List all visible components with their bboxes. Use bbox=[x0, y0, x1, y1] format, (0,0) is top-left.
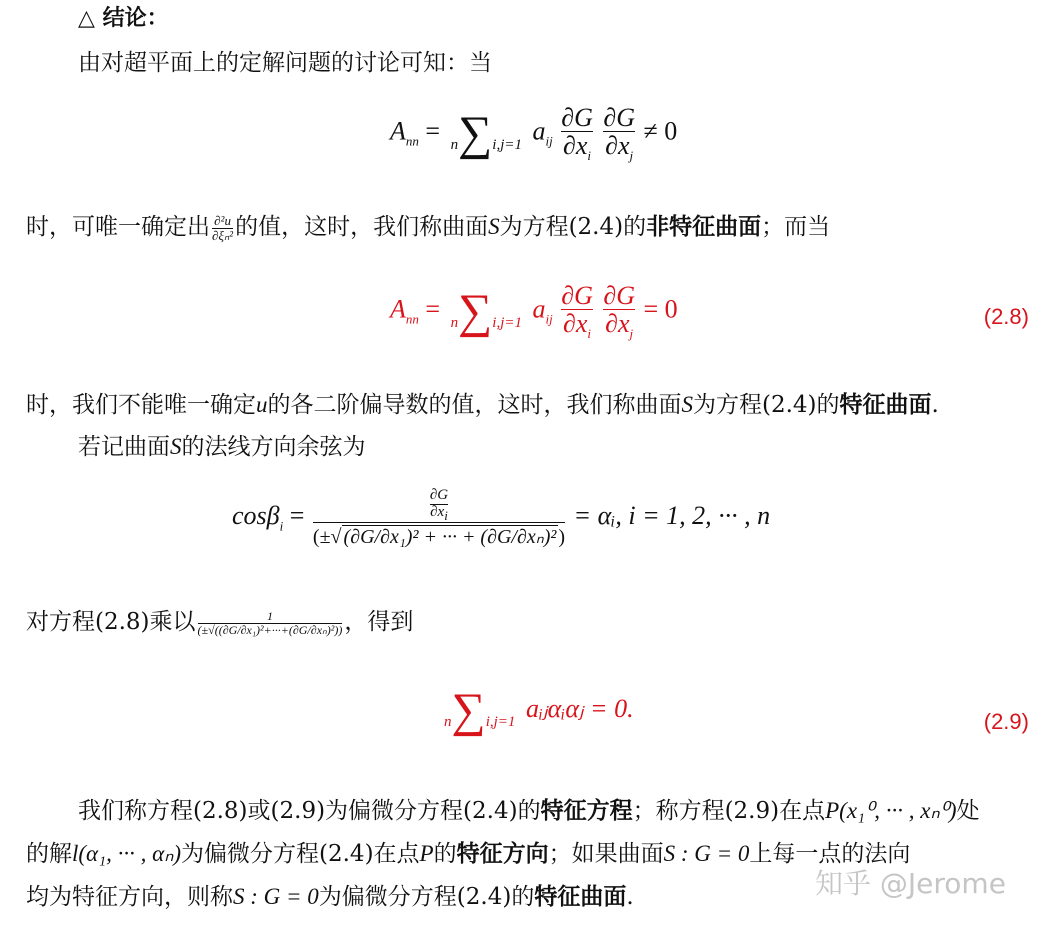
paragraph-6-line-2: 的解l(α₁, ··· , αₙ)为偏微分方程(2.4)在点P的特征方向；如果曲面S : G = 0上每一点的法向 bbox=[26, 841, 911, 867]
conclusion-heading: △ 结论： bbox=[78, 6, 169, 31]
equation-number-2-8: (2.8) bbox=[983, 304, 1029, 329]
intro-text: 由对超平面上的定解问题的讨论可知：当 bbox=[78, 50, 492, 76]
equation-1: $A_{nn} = n\sum i,j=1$ $a_{ij}$ $\frac{\partial G}{\partial x_i}$ $\frac{\partial G}{\partial x_j}$ ≠ 0 bbox=[390, 103, 678, 164]
paragraph-6-line-1: 我们称方程(2.8)或(2.9)为偏微分方程(2.4)的特征方程；称方程(2.9)在点P(x₁⁰, ··· , xₙ⁰)处 bbox=[78, 798, 980, 824]
paragraph-4: 若记曲面S的法线方向余弦为 bbox=[78, 434, 366, 460]
equation-cos-beta: cosβ$_i$ = $\frac{\frac{\partial G}{\partial x_i}}{\text{(±√ (∂G/∂x₁)² + ··· + (∂G/∂xₙ)² )}}$ = αᵢ, i = 1, 2, ··· , n bbox=[232, 487, 771, 549]
paragraph-2: 时，可唯一确定出 $\frac{\text{∂²u}}{\text{∂ξₙ²}}$ 的值，这时，我们称曲面S为方程(2.4)的非特征曲面；而当 bbox=[26, 212, 831, 243]
equation-number-2-9: (2.9) bbox=[983, 709, 1029, 734]
paragraph-5: 对方程(2.8)乘以 $\frac{1}{\text{(±√((∂G/∂x₁)²+···+(∂G/∂xₙ)²))}}$ ，得到 bbox=[26, 608, 414, 637]
paragraph-6-line-3: 均为特征方向，则称S : G = 0为偏微分方程(2.4)的特征曲面. bbox=[26, 884, 634, 910]
paragraph-3: 时，我们不能唯一确定u的各二阶偏导数的值，这时，我们称曲面S为方程(2.4)的特征曲面. bbox=[26, 392, 939, 418]
watermark: 知乎 @Jerome bbox=[815, 867, 1006, 900]
equation-2-8: $A_{nn} = n\sum i,j=1$ $a_{ij}$ $\frac{\partial G}{\partial x_i}$ $\frac{\partial G}{\partial x_j}$ = 0 bbox=[390, 281, 678, 342]
equation-2-9: n∑i,j=1 aᵢⱼαᵢαⱼ = 0. bbox=[444, 684, 634, 737]
